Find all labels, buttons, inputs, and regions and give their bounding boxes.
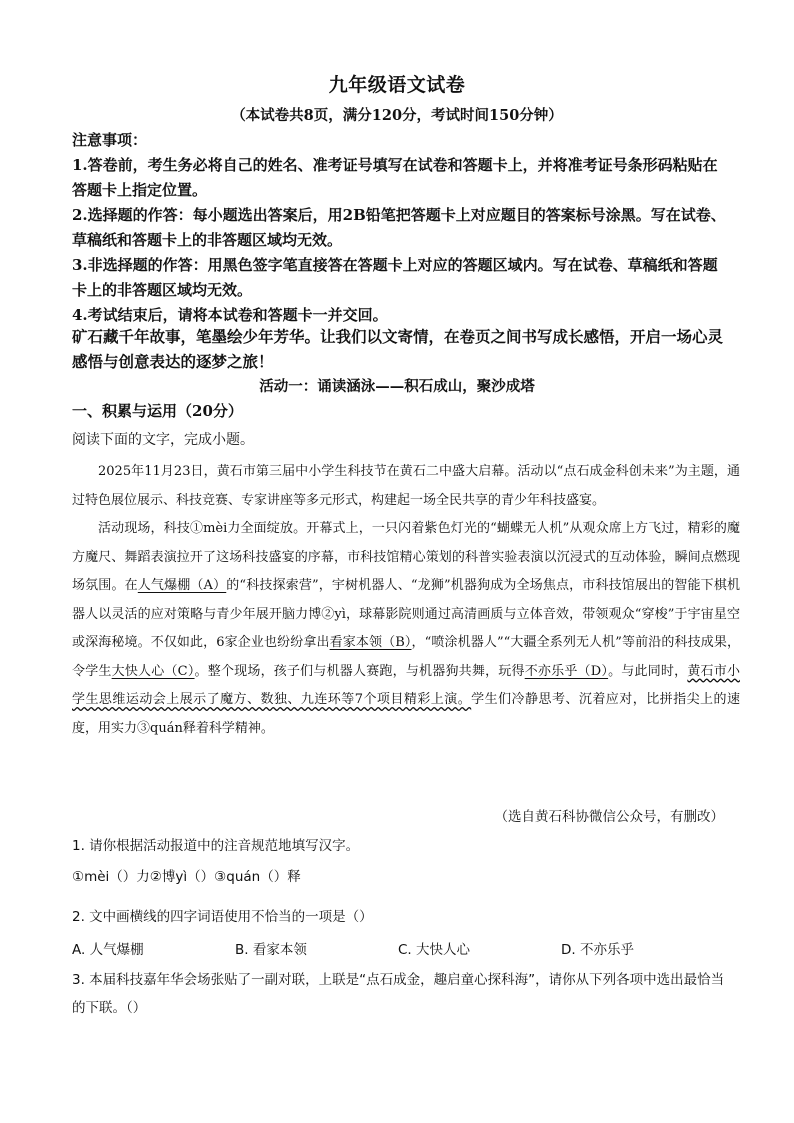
notice-heading: 注意事项： — [72, 131, 148, 149]
question-2: 2. 文中画横线的四字词语使用不恰当的一项是（） — [72, 909, 373, 925]
question-3: 3. 本届科技嘉年华会场张贴了一副对联，上联是“点石成金，趣启童心探科海”，请你从下列各项中选出最恰当的下联。（） — [72, 972, 725, 1016]
page-title: 九年级语文试卷 — [328, 74, 466, 96]
article-text: 学生们冷静思考、沉着应对，比拼指尖上的速度，用实力③quán释着科学精神。 — [72, 692, 740, 736]
article-text: 的“科技探索营”，宇树机器人、“龙狮”机器狗成为全场焦点，市科技馆展出的智能下棋机器人以灵活的应对策略与青少年展开脑力博②yì，球幕影院则通过高清画质与立体音效，带领观众“穿梭”于宇宙星空或深海秘境。不仅如此，6家企业也纷纷拿出 — [72, 578, 740, 650]
source-note: （选自黄石科协微信公众号，有删改） — [494, 809, 724, 825]
option-c: C. 大快人心 — [398, 942, 471, 958]
article — [72, 458, 740, 743]
notice-item-2: 2.选择题的作答：每小题选出答案后，用2B铅笔把答题卡上对应题目的答案标号涂黑。写在试卷、草稿纸和答题卡上的非答题区域均无效。 — [72, 206, 726, 249]
option-b: B. 看家本领 — [235, 942, 307, 958]
article-paragraph-2 — [72, 515, 740, 743]
intro-paragraph: 矿石藏千年故事，笔墨绘少年芳华。让我们以文寄情，在卷页之间书写成长感悟，开启一场心灵感悟与创意表达的逐梦之旅！ — [72, 327, 724, 371]
underlined-phrase-b: 看家本领（B） — [329, 635, 412, 650]
exam-info: （本试卷共8页，满分120分，考试时间150分钟） — [231, 107, 563, 124]
article-paragraph-1: 2025年11月23日，黄石市第三届中小学生科技节在黄石二中盛大启幕。活动以“点石成金科创未来”为主题，通过特色展位展示、科技竞赛、专家讲座等多元形式，构建起一场全民共享的青少年科技盛宴。 — [72, 464, 740, 508]
question-2-options — [72, 938, 732, 958]
question-1-blanks: ①mèi（）力②博yì（）③quán（）释 — [72, 869, 301, 885]
article-text: 。与此同时， — [608, 663, 688, 679]
article-text: ，“喷涂机器人”“大疆全系列无人机”等前沿的科技成果，令学生 — [72, 635, 740, 679]
notice-item-1: 1.答卷前，考生务必将自己的姓名、准考证号填写在试卷和答题卡上，并将准考证号条形码粘贴在答题卡上指定位置。 — [72, 156, 718, 199]
option-d: D. 不亦乐乎 — [561, 942, 634, 958]
underlined-phrase-a: 人气爆棚（A） — [137, 578, 227, 593]
article-text: 活动现场，科技①mèi力全面绽放。开幕式上，一只闪着紫色灯光的“蝴蝶无人机”从观众席上方飞过，精彩的魔方魔尺、舞蹈表演拉开了这场科技盛宴的序幕，市科技馆精心策划的科普实验表演以沉浸式的互动体验，瞬间点燃现场氛围。在 — [72, 521, 740, 593]
underlined-phrase-c: 大快人心（C） — [111, 663, 195, 679]
article-text: 。整个现场，孩子们与机器人赛跑，与机器狗共舞，玩得 — [194, 663, 525, 679]
underlined-phrase-d: 不亦乐乎（D） — [524, 663, 609, 679]
notice-item-4: 4.考试结束后，请将本试卷和答题卡一并交回。 — [72, 306, 388, 324]
wavy-underlined-sentence: 黄石市小学生思维运动会上展示了魔方、数独、九连环等7个项目精彩上演。 — [72, 663, 740, 707]
question-1: 1. 请你根据活动报道中的注音规范地填写汉字。 — [72, 838, 360, 854]
option-a: A. 人气爆棚 — [72, 942, 144, 958]
reading-instruction: 阅读下面的文字，完成小题。 — [72, 432, 254, 448]
activity-title: 活动一：诵读涵泳——积石成山，聚沙成塔 — [259, 378, 535, 395]
notice-block — [72, 128, 732, 328]
section-title: 一、积累与运用（20分） — [72, 402, 243, 420]
notice-item-3: 3.非选择题的作答：用黑色签字笔直接答在答题卡上对应的答题区域内。写在试卷、草稿纸和答题卡上的非答题区域均无效。 — [72, 256, 718, 299]
